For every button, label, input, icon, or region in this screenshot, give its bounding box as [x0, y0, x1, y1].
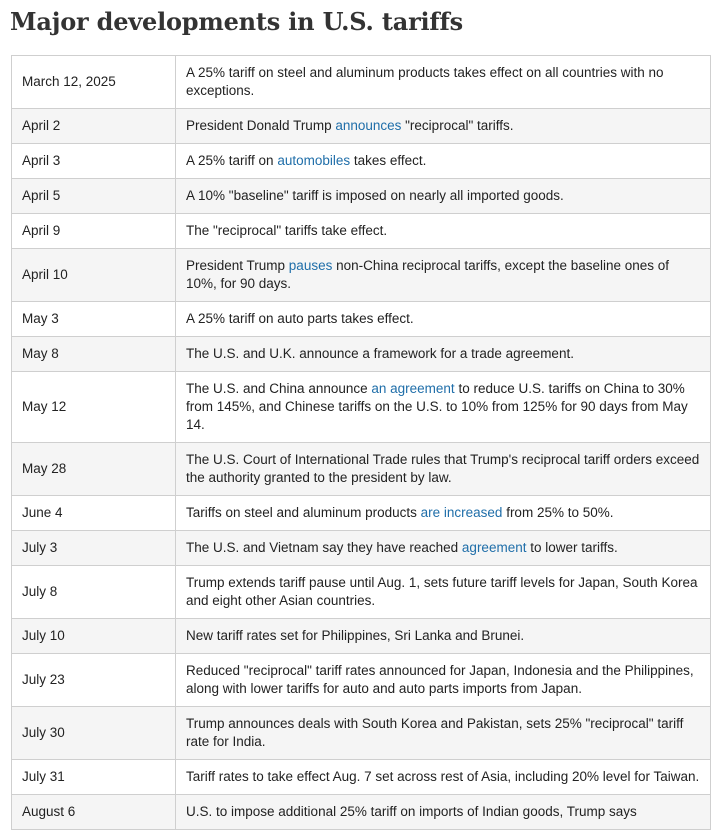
- description-text: Tariff rates to take effect Aug. 7 set across rest of Asia, including 20% level for Taiwan.: [186, 769, 700, 784]
- description-text: A 25% tariff on auto parts takes effect.: [186, 311, 414, 326]
- row-description: [176, 214, 711, 249]
- row-description: [176, 496, 711, 531]
- description-link[interactable]: automobiles: [277, 153, 351, 168]
- description-text: President Trump: [186, 258, 289, 273]
- description-text-after-link: takes effect.: [350, 153, 427, 168]
- row-description: [176, 144, 711, 179]
- table-row: [12, 144, 711, 179]
- row-description: [176, 179, 711, 214]
- table-row: [12, 496, 711, 531]
- table-row: [12, 566, 711, 619]
- description-link[interactable]: announces: [335, 118, 402, 133]
- row-date: April 5: [12, 179, 176, 214]
- row-description: [176, 619, 711, 654]
- description-text-after-link: from 25% to 50%.: [502, 505, 614, 520]
- row-description: [176, 654, 711, 707]
- description-link[interactable]: are increased: [420, 505, 503, 520]
- row-description: [176, 566, 711, 619]
- row-date: May 3: [12, 302, 176, 337]
- row-description: [176, 337, 711, 372]
- row-date: July 3: [12, 531, 176, 566]
- row-date: March 12, 2025: [12, 56, 176, 109]
- row-description: [176, 249, 711, 302]
- description-text-after-link: to reduce U.S. tariffs on China to 30% from 145%, and Chinese tariffs on the U.S. to 10% from 125% for 90 days from May 14.: [186, 381, 688, 432]
- row-description: [176, 707, 711, 760]
- description-text: A 10% "baseline" tariff is imposed on nearly all imported goods.: [186, 188, 564, 203]
- description-text-after-link: "reciprocal" tariffs.: [401, 118, 514, 133]
- description-link[interactable]: agreement: [461, 540, 527, 555]
- description-text: The "reciprocal" tariffs take effect.: [186, 223, 388, 238]
- table-row: [12, 179, 711, 214]
- description-text: The U.S. and China announce: [186, 381, 372, 396]
- table-row: [12, 302, 711, 337]
- row-date: April 9: [12, 214, 176, 249]
- table-row: [12, 249, 711, 302]
- description-text: A 25% tariff on steel and aluminum products takes effect on all countries with no exceptions.: [186, 65, 664, 98]
- table-row: [12, 619, 711, 654]
- description-text: Reduced "reciprocal" tariff rates announced for Japan, Indonesia and the Philippines, along with lower tariffs for auto and auto parts imports from Japan.: [186, 663, 694, 696]
- description-text: A 25% tariff on: [186, 153, 278, 168]
- table-row: [12, 443, 711, 496]
- row-date: July 30: [12, 707, 176, 760]
- description-text: The U.S. and Vietnam say they have reached: [186, 540, 462, 555]
- description-text: Trump announces deals with South Korea and Pakistan, sets 25% "reciprocal" tariff rate for India.: [186, 716, 684, 749]
- row-description: [176, 109, 711, 144]
- row-date: May 12: [12, 372, 176, 443]
- table-row: [12, 56, 711, 109]
- row-date: April 10: [12, 249, 176, 302]
- table-row: [12, 337, 711, 372]
- tariff-timeline-table: [11, 55, 711, 830]
- table-row: [12, 760, 711, 795]
- row-date: August 6: [12, 795, 176, 830]
- table-row: [12, 707, 711, 760]
- page-title: Major developments in U.S. tariffs: [10, 7, 463, 36]
- row-date: July 23: [12, 654, 176, 707]
- description-link[interactable]: an agreement: [371, 381, 455, 396]
- row-date: July 10: [12, 619, 176, 654]
- description-text: The U.S. Court of International Trade rules that Trump's reciprocal tariff orders exceed the authority granted to the president by law.: [186, 452, 700, 485]
- description-text: U.S. to impose additional 25% tariff on imports of Indian goods, Trump says: [186, 804, 637, 819]
- table-row: [12, 654, 711, 707]
- table-row: [12, 531, 711, 566]
- description-text: President Donald Trump: [186, 118, 336, 133]
- table-row: [12, 372, 711, 443]
- row-date: June 4: [12, 496, 176, 531]
- table-row: [12, 795, 711, 830]
- description-text: New tariff rates set for Philippines, Sri Lanka and Brunei.: [186, 628, 525, 643]
- description-link[interactable]: pauses: [288, 258, 333, 273]
- row-description: [176, 760, 711, 795]
- description-text: Tariffs on steel and aluminum products: [186, 505, 421, 520]
- description-text: Trump extends tariff pause until Aug. 1, sets future tariff levels for Japan, South Korea and eight other Asian countries.: [186, 575, 698, 608]
- row-description: [176, 531, 711, 566]
- row-description: [176, 56, 711, 109]
- row-date: May 8: [12, 337, 176, 372]
- row-description: [176, 302, 711, 337]
- description-text: The U.S. and U.K. announce a framework for a trade agreement.: [186, 346, 574, 361]
- row-date: July 31: [12, 760, 176, 795]
- row-description: [176, 372, 711, 443]
- row-date: July 8: [12, 566, 176, 619]
- row-date: April 3: [12, 144, 176, 179]
- timeline-body: [12, 56, 711, 830]
- row-date: April 2: [12, 109, 176, 144]
- description-text-after-link: non-China reciprocal tariffs, except the baseline ones of 10%, for 90 days.: [186, 258, 670, 291]
- row-description: [176, 443, 711, 496]
- row-description: [176, 795, 711, 830]
- row-date: May 28: [12, 443, 176, 496]
- table-row: [12, 214, 711, 249]
- table-row: [12, 109, 711, 144]
- description-text-after-link: to lower tariffs.: [526, 540, 618, 555]
